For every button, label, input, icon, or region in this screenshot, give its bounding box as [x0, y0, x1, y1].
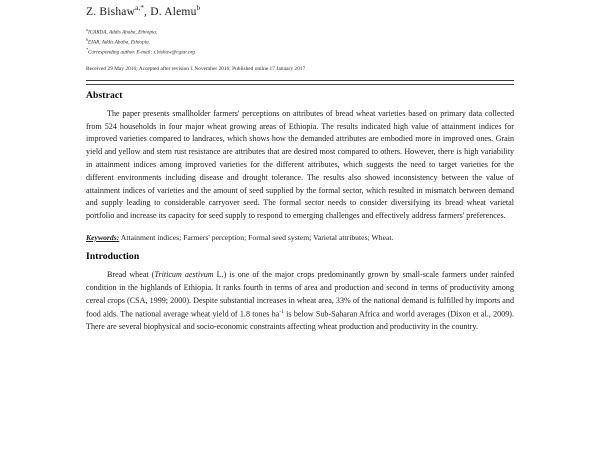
- affiliation-marker-a: a: [86, 26, 88, 32]
- abstract-heading: Abstract: [86, 89, 123, 101]
- affiliation-block: [86, 27, 514, 57]
- abstract-paragraph: The paper presents smallholder farmers' perceptions on attributes of bread wheat varieties based on primary data collected from 524 households in four major wheat growing areas of Ethiopia. The results indicated high value of attainment indices for improved varieties compared to landraces, which shows how the demanded attributes are embodied more in improved ones. Grain yield and yellow and stem rust resistance are attributes that are desired most compared to others. However, there is high variability in attainment indices among improved varieties for the different attributes, which suggests the need to target varieties for the different environments including disease and drought tolerance. The results also showed inconsistency between the value of attainment indices of varieties and the amount of seed supplied by the formal sector, which resulted in mismatch between demand and supply leading to considerable carryover seed. The formal sector needs to consider diversifying its bread wheat varietal portfolio and increase its capacity for seed supply to respond to emerging challenges and effectively address farmers' preferences.: [86, 108, 514, 221]
- header-divider-thin: [86, 84, 514, 85]
- intro-text-part-3: is below Sub-Saharan Africa and world averages (Dixon et al., 2009). There are several biophysical and socio-economic constraints affecting wheat production and productivity in the country.: [86, 309, 514, 332]
- corresponding-author-line: [86, 47, 514, 57]
- intro-text-part-2: L.) is one of the major crops predominantly grown by small-scale farmers under rainfed condition in the highlands of Ethiopia. It ranks fourth in terms of area and production and second in terms of productivity among cereal crops (CSA, 1999; 2000). Despite substantial increases in wheat area, 33% of the national demand is fulfilled by imports and food aids. The national average wheat yield of 1.8 tones ha: [86, 270, 514, 319]
- keywords-label: Keywords:: [86, 232, 120, 242]
- keywords-line: [86, 232, 514, 244]
- author-line: [86, 4, 514, 18]
- affiliation-text-b: EIAR, Addis Ababa, Ethiopia.: [88, 39, 151, 46]
- author-affiliation-marker-2: b: [196, 4, 201, 12]
- affiliation-text-a: ICARDA, Addis Ababa, Ethiopia.: [88, 29, 158, 36]
- species-name: Triticum aestivum: [154, 270, 214, 280]
- affiliation-marker-corresponding: *: [86, 47, 88, 53]
- introduction-section: [86, 251, 514, 334]
- affiliation-item-a: [86, 27, 514, 37]
- intro-text-part-1: Bread wheat (: [107, 270, 155, 280]
- author-affiliation-marker-1: a,*: [135, 4, 145, 12]
- yield-unit-exponent: -1: [279, 308, 284, 315]
- keywords-values: Attainment indices; Farmers' perception; Formal seed system; Varietal attributes; Wheat.: [119, 232, 394, 242]
- author-name-1: Z. Bishaw: [86, 5, 136, 18]
- header-divider-thick: [86, 80, 514, 81]
- corresponding-author-text: Corresponding author. E-mail: z.bishaw@cgiar.org: [88, 49, 195, 56]
- introduction-paragraph: [86, 269, 514, 334]
- author-separator: , D. Alemu: [144, 5, 197, 18]
- affiliation-item-b: [86, 37, 514, 47]
- affiliation-marker-b: b: [86, 36, 88, 42]
- introduction-heading: Introduction: [86, 251, 140, 263]
- publication-history: Received 29 May 2016; Accepted after revision 1 November 2016; Published online 17 January 2017: [86, 66, 306, 73]
